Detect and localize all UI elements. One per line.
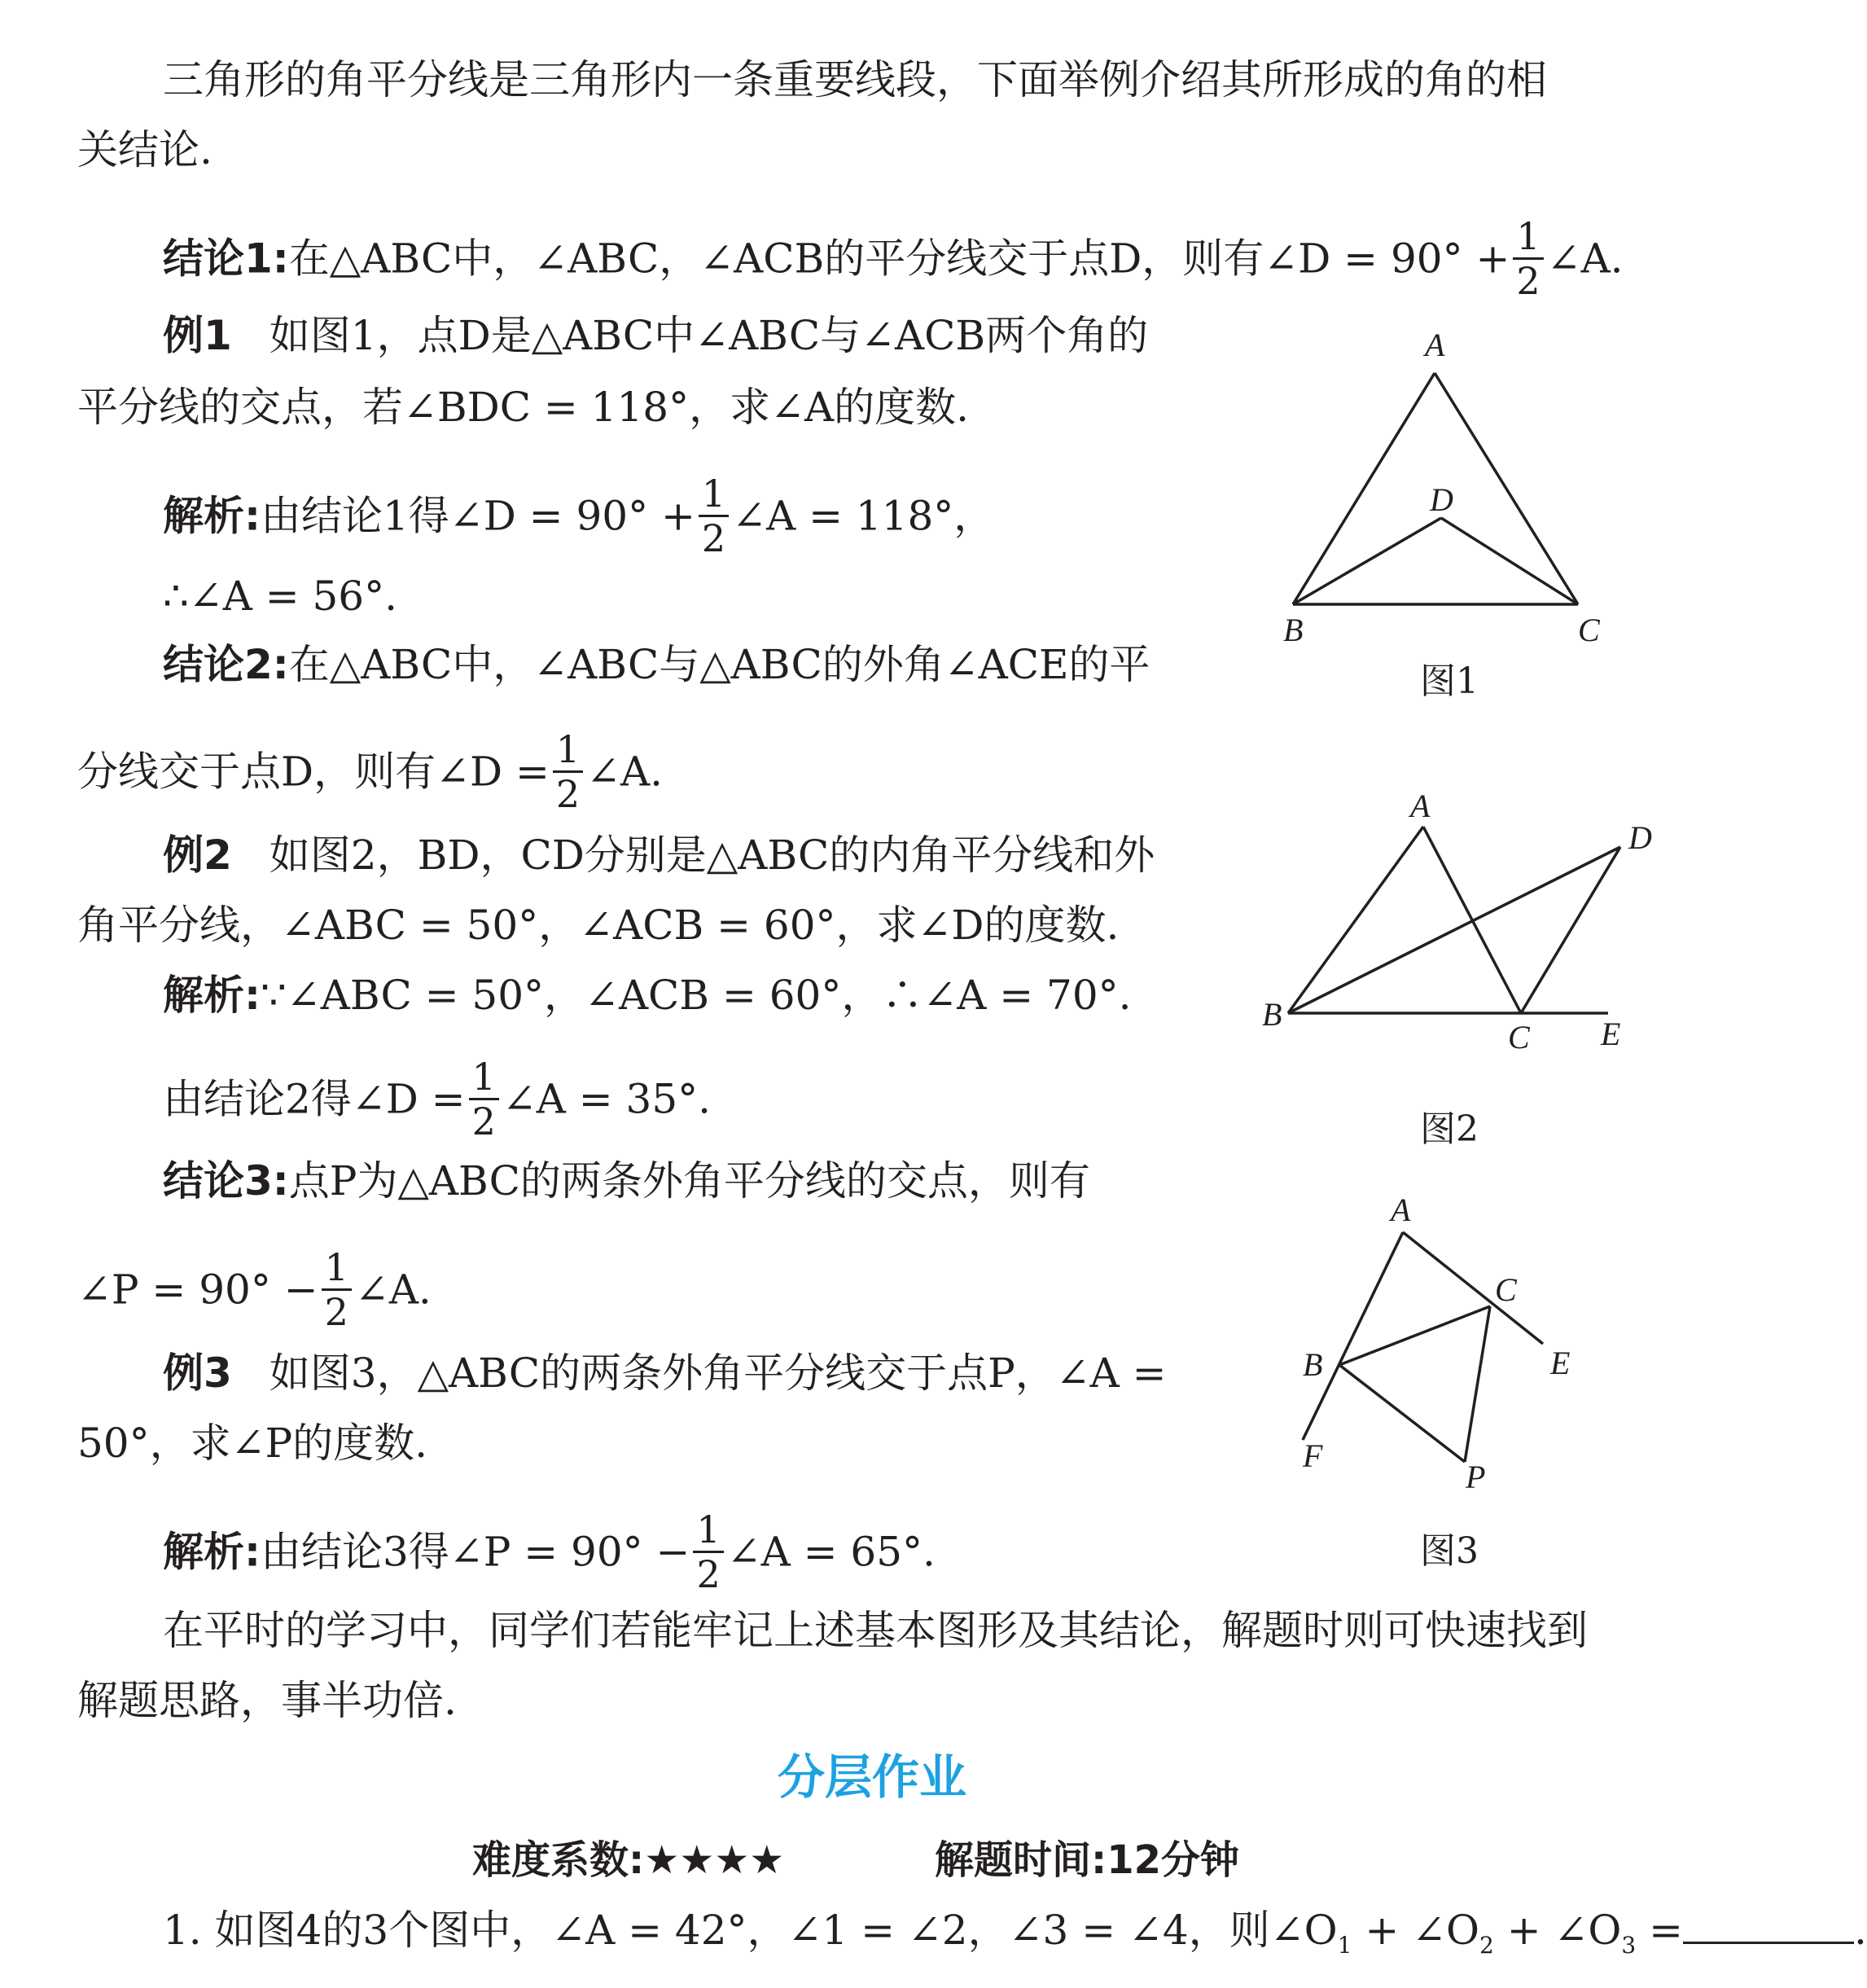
conclusion-2-text: 在△ABC中，∠ABC与△ABC的外角∠ACE的平 [288, 641, 1150, 688]
solution-1-text-end: ∠A = 118°， [732, 492, 995, 540]
fraction-numerator: 1 [553, 728, 583, 773]
fig1-label-d: D [1430, 481, 1453, 518]
solution-2-text-2: 由结论2得∠D = [163, 1075, 466, 1123]
conclusion-3-text: 点P为△ABC的两条外角平分线的交点，则有 [288, 1157, 1090, 1205]
fraction-denominator: 2 [555, 772, 581, 816]
solution-2-label: 解析: [163, 972, 261, 1019]
fraction-numerator: 1 [469, 1055, 499, 1100]
problem-1-text: 1. 如图4的3个图中，∠A = 42°，∠1 = ∠2，∠3 = ∠4，则∠O [163, 1907, 1338, 1954]
fig3-segment-cp [1465, 1306, 1490, 1462]
fig1-label-b: B [1283, 612, 1304, 648]
fig1-segment-bd [1293, 518, 1441, 604]
solution-2-text-end: ∠A = 35°. [502, 1075, 712, 1123]
fig1-label-a: A [1425, 327, 1445, 363]
fig3-ray-af [1303, 1232, 1403, 1440]
example-3-text: 如图3，△ABC的两条外角平分线交于点P，∠A = [269, 1349, 1167, 1397]
fraction-numerator: 1 [1513, 215, 1543, 260]
solve-time-label: 解题时间: [935, 1837, 1107, 1883]
fig2-label-d: D [1628, 819, 1652, 856]
fig3-ray-ae [1403, 1232, 1543, 1344]
fig2-label-e: E [1601, 1016, 1621, 1052]
solution-3-text: 由结论3得∠P = 90° − [261, 1528, 690, 1576]
figure-3-diagram [1303, 1232, 1543, 1462]
difficulty-stars: ★★★★ [644, 1837, 785, 1883]
subscript-2: 2 [1479, 1932, 1494, 1959]
problem-1-plus-2: + ∠O [1493, 1907, 1622, 1954]
conclusion-3-label: 结论3: [163, 1157, 289, 1205]
solution-1-line-2: ∴∠A = 56°. [163, 573, 398, 620]
fig1-segment-cd [1441, 518, 1578, 604]
problem-1-equals: = [1636, 1907, 1684, 1954]
solution-3-text-end: ∠A = 65°. [726, 1528, 936, 1576]
fig2-label-c: C [1508, 1019, 1530, 1055]
subscript-1: 1 [1337, 1932, 1352, 1959]
difficulty-label: 难度系数: [472, 1837, 645, 1883]
fig3-label-f: F [1303, 1437, 1323, 1474]
fig3-label-a: A [1391, 1191, 1411, 1228]
example-2-label: 例2 [163, 832, 232, 879]
fig3-label-c: C [1495, 1271, 1517, 1308]
solution-2-text: ∵∠ABC = 50°，∠ACB = 60°，∴∠A = 70°. [261, 972, 1132, 1019]
solution-3-label: 解析: [163, 1528, 261, 1576]
fig2-label-a: A [1410, 788, 1431, 824]
fig3-label-p: P [1466, 1459, 1486, 1495]
solution-1-text: 由结论1得∠D = 90° + [261, 492, 695, 540]
conclusion-3-text-2: ∠P = 90° − [77, 1266, 318, 1314]
conclusion-3-text-end: ∠A. [354, 1266, 432, 1314]
example-3-line-2: 50°，求∠P的度数. [77, 1420, 428, 1467]
conclusion-1-label: 结论1: [163, 235, 289, 283]
intro-line-1: 三角形的角平分线是三角形内一条重要线段，下面举例介绍其所形成的角的相 [163, 56, 1547, 103]
fig2-side-ab [1288, 827, 1423, 1013]
closing-line-2: 解题思路，事半功倍. [77, 1677, 457, 1724]
fig1-side-ac [1435, 373, 1578, 604]
problem-1-plus-1: + ∠O [1352, 1907, 1480, 1954]
fig3-caption: 图3 [1420, 1530, 1479, 1572]
fig1-caption: 图1 [1420, 660, 1479, 702]
fraction-denominator: 2 [1516, 259, 1540, 303]
fig3-label-e: E [1550, 1345, 1571, 1381]
figure-2-diagram [1288, 827, 1620, 1013]
conclusion-1-text-end: ∠A. [1546, 235, 1624, 283]
fig3-label-b: B [1303, 1346, 1323, 1383]
fraction-numerator: 1 [322, 1246, 352, 1291]
example-2-text: 如图2，BD，CD分别是△ABC的内角平分线和外 [269, 832, 1155, 879]
fraction-denominator: 2 [696, 1552, 721, 1596]
problem-1-period: . [1854, 1907, 1867, 1954]
closing-line-1: 在平时的学习中，同学们若能牢记上述基本图形及其结论，解题时则可快速找到 [163, 1607, 1588, 1654]
fig1-side-ab [1293, 373, 1435, 604]
fig2-label-b: B [1262, 996, 1282, 1033]
example-1-text: 如图1，点D是△ABC中∠ABC与∠ACB两个角的 [269, 312, 1149, 359]
fig3-segment-bp [1339, 1365, 1465, 1462]
example-1-label: 例1 [163, 312, 232, 359]
solve-time-value: 12分钟 [1107, 1837, 1240, 1883]
fraction-denominator: 2 [701, 516, 726, 560]
example-1-line-2: 平分线的交点，若∠BDC = 118°，求∠A的度数. [77, 384, 969, 431]
example-2-line-2: 角平分线，∠ABC = 50°，∠ACB = 60°，求∠D的度数. [77, 902, 1120, 949]
subscript-3: 3 [1621, 1932, 1637, 1959]
solution-1-label: 解析: [163, 492, 261, 540]
intro-line-2: 关结论. [77, 126, 213, 173]
example-3-label: 例3 [163, 1349, 232, 1397]
conclusion-1-text: 在△ABC中，∠ABC，∠ACB的平分线交于点D，则有∠D = 90° + [288, 235, 1510, 283]
fraction-numerator: 1 [693, 1508, 723, 1553]
fraction-denominator: 2 [324, 1290, 348, 1334]
conclusion-2-text-end: ∠A. [586, 748, 664, 796]
fig1-label-c: C [1578, 612, 1600, 648]
conclusion-2-text-2: 分线交于点D，则有∠D = [77, 748, 550, 796]
fraction-numerator: 1 [699, 472, 729, 517]
conclusion-2-label: 结论2: [163, 641, 289, 688]
section-title: 分层作业 [777, 1749, 966, 1805]
fig2-caption: 图2 [1420, 1108, 1479, 1150]
fraction-denominator: 2 [471, 1099, 496, 1143]
